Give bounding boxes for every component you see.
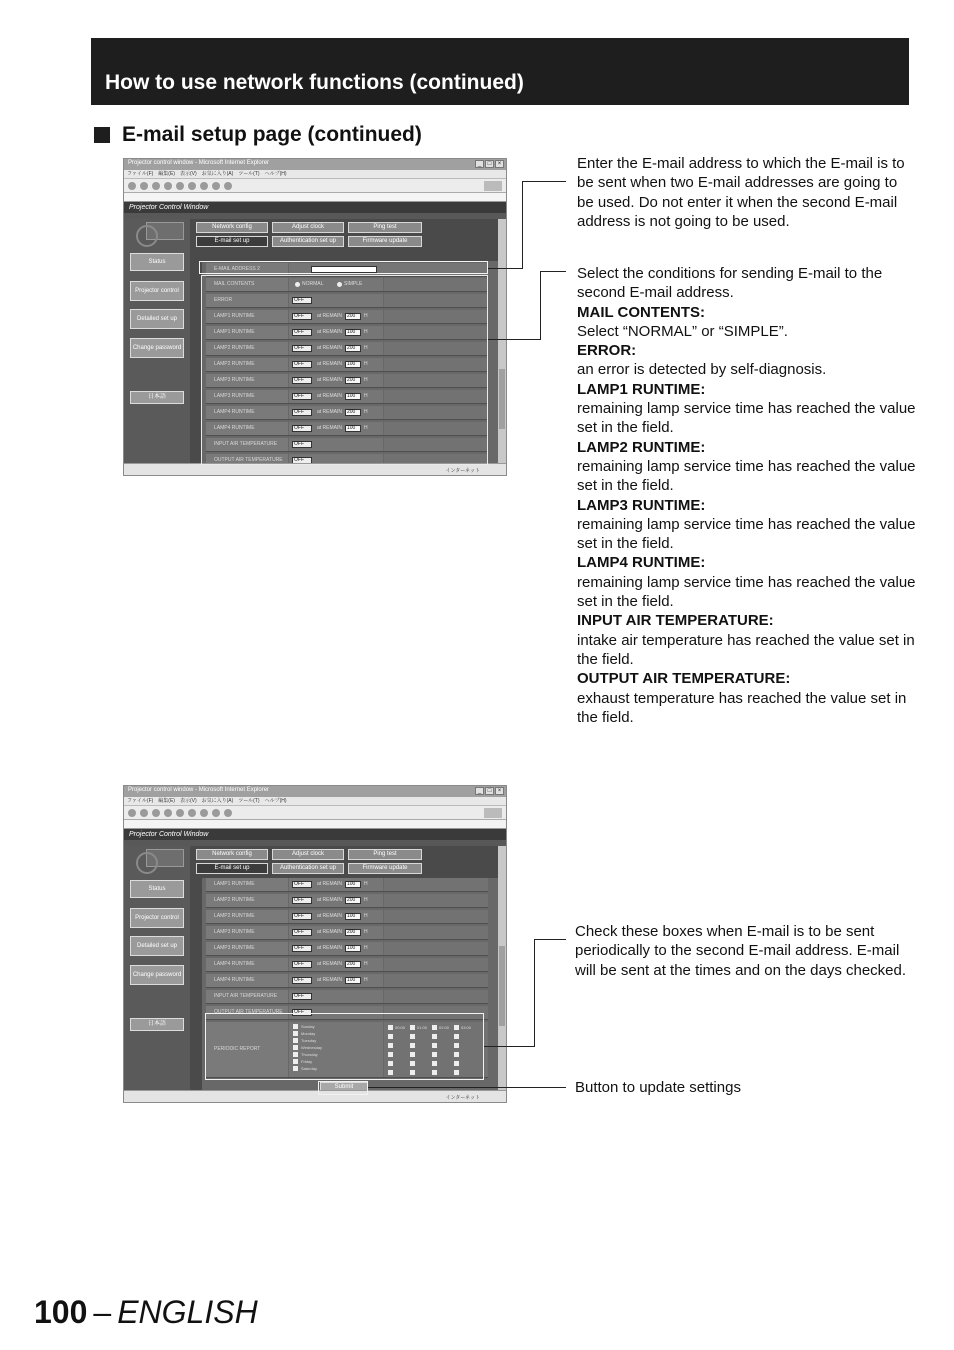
sidebar-detailed-setup-button[interactable]: Detailed set up xyxy=(130,936,184,956)
lamp2-row-b: LAMP2 RUNTIME OFF at REMAIN 100 H xyxy=(206,910,488,924)
home-icon[interactable] xyxy=(176,809,184,817)
input-air-row: INPUT AIR TEMPERATURE OFF xyxy=(206,990,488,1004)
close-icon[interactable]: × xyxy=(495,160,504,168)
window-title-2: Projector control window - Microsoft Internet Explorer xyxy=(128,787,270,793)
highlight-conditions xyxy=(201,275,488,465)
page-language: ENGLISH xyxy=(117,1294,258,1330)
error-label: ERROR xyxy=(206,294,288,307)
scrollbar-thumb[interactable] xyxy=(499,369,505,429)
submit-button[interactable]: Submit xyxy=(320,1082,368,1092)
browser-toolbar-2 xyxy=(124,806,506,820)
periodic-report-label: PERIODIC REPORT xyxy=(206,1022,288,1077)
home-icon[interactable] xyxy=(176,182,184,190)
lamp1-select[interactable]: OFF xyxy=(292,313,312,320)
close-icon[interactable]: × xyxy=(495,787,504,795)
lamp1-hours-input-b[interactable]: 100 xyxy=(345,329,361,336)
highlight-submit xyxy=(318,1081,368,1095)
lamp2-hours-input[interactable]: 200 xyxy=(345,345,361,352)
annotation-submit: Button to update settings xyxy=(575,1079,741,1096)
favorites-icon[interactable] xyxy=(200,182,208,190)
tab-auth-setup[interactable]: Authentication set up xyxy=(272,236,344,247)
sidebar-status-button[interactable]: Status xyxy=(130,253,184,271)
address-bar[interactable] xyxy=(124,193,506,202)
tab-ping-test[interactable]: Ping test xyxy=(348,222,422,233)
scrollbar-2[interactable] xyxy=(498,846,506,1090)
mail-contents-label: MAIL CONTENTS xyxy=(206,278,288,291)
lamp4-row-a: LAMP4 RUNTIME OFF at REMAIN 200 H xyxy=(206,958,488,972)
lamp3-label: LAMP3 RUNTIME xyxy=(206,374,288,387)
back-icon[interactable] xyxy=(128,182,136,190)
error-select[interactable]: OFF xyxy=(292,297,312,304)
section-bullet-icon xyxy=(94,127,110,143)
sidebar-change-password-button[interactable]: Change password xyxy=(130,965,184,985)
highlight-periodic-report xyxy=(205,1013,484,1080)
normal-label: NORMAL xyxy=(302,281,324,287)
maximize-icon[interactable]: □ xyxy=(485,160,494,168)
sidebar-change-password-button[interactable]: Change password xyxy=(130,338,184,358)
mail-icon[interactable] xyxy=(224,809,232,817)
stop-icon[interactable] xyxy=(152,809,160,817)
sidebar-projector-control-button[interactable]: Projector control xyxy=(130,908,184,928)
sidebar-detailed-setup-button[interactable]: Detailed set up xyxy=(130,309,184,329)
lamp1-label: LAMP1 RUNTIME xyxy=(206,310,288,323)
lamp3-row-a: LAMP3 RUNTIME OFF at REMAIN 200 H xyxy=(206,926,488,940)
tab-ping-test[interactable]: Ping test xyxy=(348,849,422,860)
lamp1-row-a: LAMP1 RUNTIME OFF at REMAIN 200 H xyxy=(206,310,488,324)
sidebar-japanese-button[interactable]: 日本語 xyxy=(130,391,184,404)
app-title-bar-2: Projector Control Window xyxy=(124,829,506,840)
highlight-email-address xyxy=(199,261,488,274)
tab-firmware-update[interactable]: Firmware update xyxy=(348,236,422,247)
maximize-icon[interactable]: □ xyxy=(485,787,494,795)
minimize-icon[interactable]: _ xyxy=(475,160,484,168)
lamp2-row-a: LAMP2 RUNTIME OFF at REMAIN 200 H xyxy=(206,342,488,356)
lamp4-select[interactable]: OFF xyxy=(292,409,312,416)
window-titlebar-2 xyxy=(124,786,506,797)
lamp3-label-b: LAMP3 RUNTIME xyxy=(206,390,288,403)
section-heading xyxy=(94,122,422,148)
window-titlebar xyxy=(124,159,506,170)
lamp1-hours-input[interactable]: 200 xyxy=(345,313,361,320)
lamp3-select-b[interactable]: OFF xyxy=(292,393,312,400)
sidebar-japanese-button[interactable]: 日本語 xyxy=(130,1018,184,1031)
annotation-periodic-report: Check these boxes when E-mail is to be sent periodically to the second E-mail address. E-mail will be sent at the times and on the days checked. xyxy=(575,923,907,979)
section-title: E-mail setup page (continued) xyxy=(122,123,422,146)
lamp2-select-b[interactable]: OFF xyxy=(292,361,312,368)
lamp3-hours-input-b[interactable]: 100 xyxy=(345,393,361,400)
history-icon[interactable] xyxy=(212,809,220,817)
periodic-times: 00:00 01:00 02:00 03:00 xyxy=(384,1022,488,1077)
tab-email-setup[interactable]: E-mail set up xyxy=(196,863,268,874)
lamp1-label-b: LAMP1 RUNTIME xyxy=(206,326,288,339)
page-footer: 100 – ENGLISH xyxy=(34,1294,258,1330)
page-number: 100 xyxy=(34,1294,88,1330)
mail-icon[interactable] xyxy=(224,182,232,190)
status-bar-2 xyxy=(124,1090,506,1102)
lamp3-hours-input[interactable]: 200 xyxy=(345,377,361,384)
lamp4-row-b: LAMP4 RUNTIME OFF at REMAIN 100 H xyxy=(206,974,488,988)
scrollbar-thumb-2[interactable] xyxy=(499,946,505,1026)
annotation-conditions: Select the conditions for sending E-mail to the second E-mail address. MAIL CONTENTS: Select “NORMAL” or “SIMPLE”. ERROR: an error is detected by self-diagnosis. LAMP1 RUNTIME: remaining lamp service time has reached the value set in the field. LAMP2 RUNTIME: remaining lamp service time has reached the value set in the field. LAMP3 RUNTIME: remaining lamp service time has reached the value set in the field. LAMP4 RUNTIME: remaining lamp service time has reached the value set in the field. INPUT AIR TEMPERATURE: intake air temperature has reached the value set in the field. OUTPUT AIR TEMPERATURE: exhaust temperature has reached the value set in the field. xyxy=(577,265,916,726)
lamp2-row-b: LAMP2 RUNTIME OFF at REMAIN 100 H xyxy=(206,358,488,372)
search-icon[interactable] xyxy=(188,182,196,190)
menu-bar[interactable]: ファイル(F) 編集(E) 表示(V) お気に入り(A) ツール(T) ヘルプ(H) xyxy=(124,170,506,179)
lamp2-row-a: LAMP2 RUNTIME OFF at REMAIN 200 H xyxy=(206,894,488,908)
tab-auth-setup[interactable]: Authentication set up xyxy=(272,863,344,874)
browser-toolbar xyxy=(124,179,506,193)
sidebar xyxy=(124,219,190,463)
lamp1-select-b[interactable]: OFF xyxy=(292,329,312,336)
input-air-label: INPUT AIR TEMPERATURE xyxy=(206,438,288,451)
lamp1-row-a: LAMP1 RUNTIME OFF at REMAIN 100 H xyxy=(206,878,488,892)
history-icon[interactable] xyxy=(212,182,220,190)
logo-ring-icon xyxy=(136,225,158,247)
tab-firmware-update[interactable]: Firmware update xyxy=(348,863,422,874)
forward-icon[interactable] xyxy=(140,809,148,817)
status-zone: インターネット xyxy=(445,468,480,474)
output-air-row: OUTPUT AIR TEMPERATURE OFF xyxy=(206,1006,488,1020)
tab-email-setup[interactable]: E-mail set up xyxy=(196,236,268,247)
lamp4-label-b: LAMP4 RUNTIME xyxy=(206,422,288,435)
periodic-days: Sunday Monday Tuesday Wednesday Thursday Friday Saturday xyxy=(289,1022,383,1077)
lamp4-label: LAMP4 RUNTIME xyxy=(206,406,288,419)
sidebar-status-button[interactable]: Status xyxy=(130,880,184,898)
lamp4-hours-input-b[interactable]: 100 xyxy=(345,425,361,432)
minimize-icon[interactable]: _ xyxy=(475,787,484,795)
lamp4-select-b[interactable]: OFF xyxy=(292,425,312,432)
forward-icon[interactable] xyxy=(140,182,148,190)
menu-bar-2[interactable]: ファイル(F) 編集(E) 表示(V) お気に入り(A) ツール(T) ヘルプ(H) xyxy=(124,797,506,806)
lamp1-row-b: LAMP1 RUNTIME OFF at REMAIN 100 H xyxy=(206,326,488,340)
sidebar-projector-control-button[interactable]: Projector control xyxy=(130,281,184,301)
lamp4-row-a: LAMP4 RUNTIME OFF at REMAIN 200 H xyxy=(206,406,488,420)
lamp2-label-b: LAMP2 RUNTIME xyxy=(206,358,288,371)
lamp2-hours-input-b[interactable]: 100 xyxy=(345,361,361,368)
lamp3-row-a: LAMP3 RUNTIME OFF at REMAIN 200 H xyxy=(206,374,488,388)
refresh-icon[interactable] xyxy=(164,182,172,190)
lamp3-row-b: LAMP3 RUNTIME OFF at REMAIN 100 H xyxy=(206,942,488,956)
simple-label: SIMPLE xyxy=(344,281,363,287)
sidebar-2 xyxy=(124,846,190,1090)
annotation-email-address: Enter the E-mail address to which the E-mail is to be sent when two E-mail addresses are going to be used. Do not enter it when the second E-mail address is not going to be used. xyxy=(577,155,905,230)
refresh-icon[interactable] xyxy=(164,809,172,817)
header-bar xyxy=(91,38,909,105)
output-air-select[interactable]: OFF xyxy=(292,457,312,464)
back-icon[interactable] xyxy=(128,809,136,817)
tab-adjust-clock[interactable]: Adjust clock xyxy=(272,222,344,233)
stop-icon[interactable] xyxy=(152,182,160,190)
address-bar-2[interactable] xyxy=(124,820,506,829)
app-title-bar: Projector Control Window xyxy=(124,202,506,213)
lamp4-hours-input[interactable]: 200 xyxy=(345,409,361,416)
favorites-icon[interactable] xyxy=(200,809,208,817)
lamp3-select[interactable]: OFF xyxy=(292,377,312,384)
email-address-2-label: E-MAIL ADDRESS 2 xyxy=(206,263,288,276)
lamp4-row-b: LAMP4 RUNTIME OFF at REMAIN 100 H xyxy=(206,422,488,436)
output-air-label: OUTPUT AIR TEMPERATURE xyxy=(206,454,288,467)
browser-logo-icon xyxy=(484,181,502,191)
lamp3-row-b: LAMP3 RUNTIME OFF at REMAIN 100 H xyxy=(206,390,488,404)
logo-ring-icon xyxy=(136,852,158,874)
status-zone-2: インターネット xyxy=(445,1095,480,1101)
tab-network-config[interactable]: Network config xyxy=(196,222,268,233)
tab-adjust-clock[interactable]: Adjust clock xyxy=(272,849,344,860)
lamp2-select[interactable]: OFF xyxy=(292,345,312,352)
browser-logo-icon xyxy=(484,808,502,818)
tab-network-config[interactable]: Network config xyxy=(196,849,268,860)
scrollbar[interactable] xyxy=(498,219,506,463)
search-icon[interactable] xyxy=(188,809,196,817)
header-title: How to use network functions (continued) xyxy=(105,71,524,94)
input-air-select[interactable]: OFF xyxy=(292,441,312,448)
lamp2-label: LAMP2 RUNTIME xyxy=(206,342,288,355)
window-title: Projector control window - Microsoft Internet Explorer xyxy=(128,160,270,166)
